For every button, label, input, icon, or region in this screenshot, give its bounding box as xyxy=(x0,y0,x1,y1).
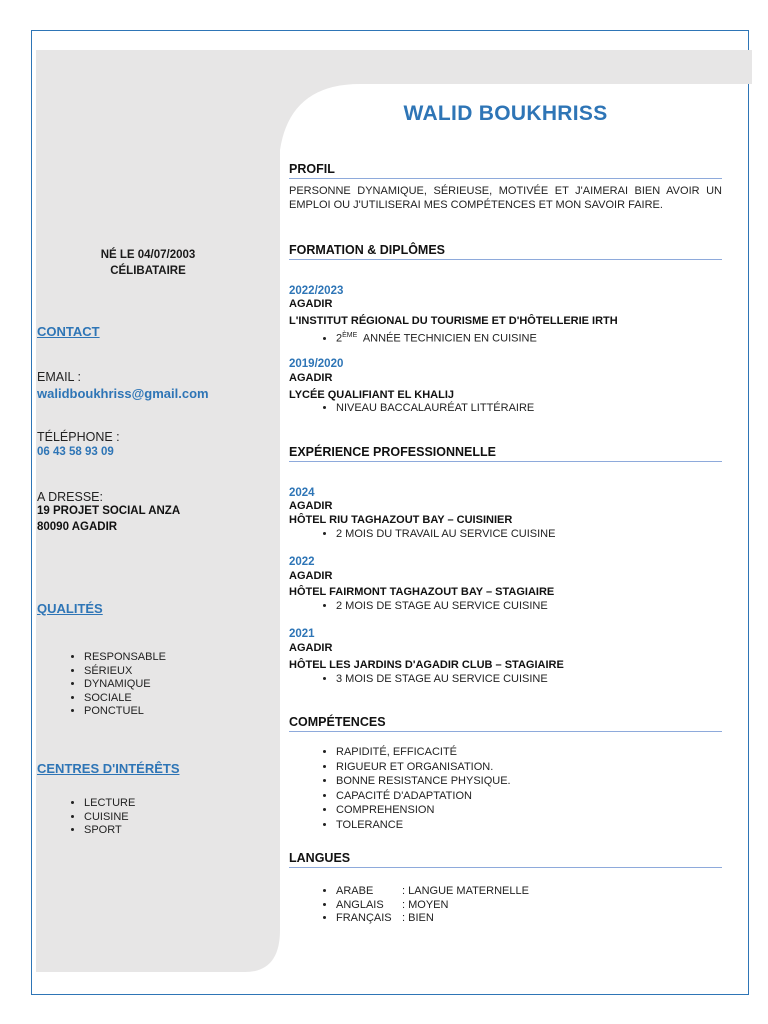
experience-year: 2024 xyxy=(289,487,315,499)
experience-year: 2022 xyxy=(289,556,315,568)
education-title: FORMATION & DIPLÔMES xyxy=(289,243,722,260)
education-year: 2019/2020 xyxy=(289,358,344,370)
experience-detail: • 2 MOIS DE STAGE AU SERVICE CUISINE xyxy=(336,599,548,614)
address-line1: 19 PROJET SOCIAL ANZA xyxy=(37,505,181,517)
language-item xyxy=(336,899,529,913)
skills-list xyxy=(314,745,511,832)
education-city: AGADIR xyxy=(289,298,333,310)
contact-title: CONTACT xyxy=(37,324,100,339)
quality-item: • DYNAMIQUE xyxy=(84,678,166,692)
quality-item: • PONCTUEL xyxy=(84,705,166,719)
experience-details xyxy=(314,527,555,542)
skills-title: COMPÉTENCES xyxy=(289,715,722,732)
languages-list xyxy=(314,885,529,926)
language-item xyxy=(336,885,529,899)
education-details xyxy=(314,329,537,346)
experience-city: AGADIR xyxy=(289,642,333,654)
education-city: AGADIR xyxy=(289,372,333,384)
experience-details xyxy=(314,599,548,614)
address-line2: 80090 AGADIR xyxy=(37,521,118,533)
language-name: ARABE xyxy=(336,885,374,897)
experience-city: AGADIR xyxy=(289,570,333,582)
language-name: FRANÇAIS xyxy=(336,912,392,924)
quality-item: • RESPONSABLE xyxy=(84,651,166,665)
experience-detail: • 3 MOIS DE STAGE AU SERVICE CUISINE xyxy=(336,672,548,687)
education-school: LYCÉE QUALIFIANT EL KHALIJ xyxy=(289,389,455,401)
interest-item: • CUISINE xyxy=(84,811,135,825)
skill-item: • RIGUEUR ET ORGANISATION. xyxy=(336,760,511,775)
quality-item: • SOCIALE xyxy=(84,692,166,706)
experience-role: HÔTEL FAIRMONT TAGHAZOUT BAY – STAGIAIRE xyxy=(289,586,555,598)
skill-item: • BONNE RESISTANCE PHYSIQUE. xyxy=(336,774,511,789)
interest-item: • SPORT xyxy=(84,824,135,838)
skill-item: • CAPACITÉ D'ADAPTATION xyxy=(336,789,511,804)
profile-text: PERSONNE DYNAMIQUE, SÉRIEUSE, MOTIVÉE ET J'AIMERAI BIEN AVOIR UN EMPLOI OU J'UTILISERAI MES COMPÉTENCES ET MON SAVOIR FAIRE. xyxy=(289,185,722,211)
experience-role: HÔTEL LES JARDINS D'AGADIR CLUB – STAGIAIRE xyxy=(289,659,564,671)
skill-item: • TOLERANCE xyxy=(336,818,511,833)
email-label: EMAIL : xyxy=(37,370,81,384)
experience-title: EXPÉRIENCE PROFESSIONNELLE xyxy=(289,445,722,462)
phone-label: TÉLÉPHONE : xyxy=(37,430,120,444)
experience-city: AGADIR xyxy=(289,500,333,512)
interests-title: CENTRES D'INTÉRÊTS xyxy=(37,761,180,776)
interest-item: • LECTURE xyxy=(84,797,135,811)
phone-value[interactable]: 06 43 58 93 09 xyxy=(37,446,114,458)
birth-date: NÉ LE 04/07/2003 xyxy=(100,249,196,261)
education-detail: • 2ÈME ANNÉE TECHNICIEN EN CUISINE xyxy=(336,329,537,346)
education-detail: • NIVEAU BACCALAURÉAT LITTÉRAIRE xyxy=(336,401,534,416)
skill-item: • RAPIDITÉ, EFFICACITÉ xyxy=(336,745,511,760)
skill-item: • COMPREHENSION xyxy=(336,803,511,818)
languages-title: LANGUES xyxy=(289,851,722,868)
personal-info xyxy=(37,247,259,279)
profile-title: PROFIL xyxy=(289,162,722,179)
address-label: A DRESSE: xyxy=(37,490,103,504)
experience-year: 2021 xyxy=(289,628,315,640)
language-level: : BIEN xyxy=(402,912,434,924)
experience-details xyxy=(314,672,548,687)
education-school: L'INSTITUT RÉGIONAL DU TOURISME ET D'HÔTELLERIE IRTH xyxy=(289,315,618,327)
quality-item: • SÉRIEUX xyxy=(84,665,166,679)
experience-role: HÔTEL RIU TAGHAZOUT BAY – CUISINIER xyxy=(289,514,513,526)
qualities-title: QUALITÉS xyxy=(37,601,103,616)
experience-detail: • 2 MOIS DU TRAVAIL AU SERVICE CUISINE xyxy=(336,527,555,542)
education-year: 2022/2023 xyxy=(289,285,344,297)
email-value[interactable]: walidboukhriss@gmail.com xyxy=(37,386,209,401)
language-name: ANGLAIS xyxy=(336,898,384,911)
language-level: : LANGUE MATERNELLE xyxy=(402,885,529,897)
interests-list xyxy=(62,797,135,838)
language-item xyxy=(336,912,529,926)
education-details xyxy=(314,401,534,416)
qualities-list xyxy=(62,651,166,719)
marital-status: CÉLIBATAIRE xyxy=(110,265,186,277)
candidate-name: WALID BOUKHRISS xyxy=(403,102,608,125)
language-level: : MOYEN xyxy=(402,898,449,911)
